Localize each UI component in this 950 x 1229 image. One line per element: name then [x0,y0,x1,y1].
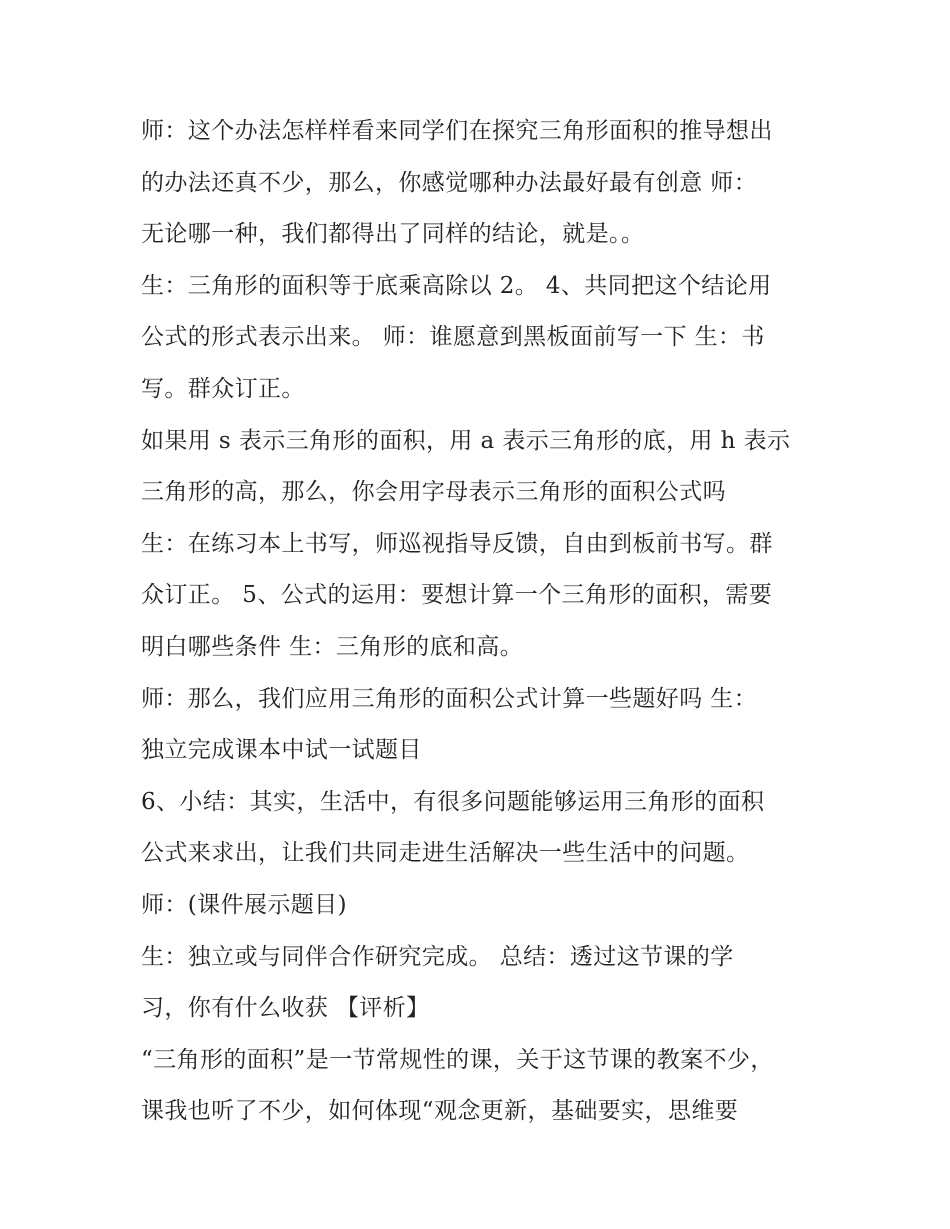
text-line-17: 生：独立或与同伴合作研究完成。 总结：透过这节课的学 [141,943,734,970]
text-line-4: 生：三角形的面积等于底乘高除以 2。 4、共同把这个结论用 [141,272,772,299]
text-line-3: 无论哪一种，我们都得出了同样的结论，就是。。 [141,221,645,248]
text-line-7: 如果用 s 表示三角形的面积，用 a 表示三角形的底，用 h 表示 [141,427,791,454]
text-line-1: 师：这个办法怎样样看来同学们在探究三角形面积的推导想出 [141,118,773,144]
text-line-6: 写。群众订正。 [141,375,305,402]
text-line-9: 生：在练习本上书写，师巡视指导反馈，自由到板前书写。群 [141,530,773,557]
text-line-8: 三角形的高，那么，你会用字母表示三角形的面积公式吗 [141,479,726,506]
text-line-18: 习，你有什么收获 【评析】 [141,995,430,1022]
text-line-5: 公式的形式表示出来。 师：谁愿意到黑板面前写一下 生：书 [141,324,765,351]
text-line-16: 师：(课件展示题目) [141,891,347,918]
text-line-20: 课我也听了不少，如何体现“观念更新，基础要实，思维要 [141,1098,739,1125]
text-line-19: “三角形的面积”是一节常规性的课，关于这节课的教案不少， [141,1046,774,1073]
text-line-15: 公式来求出，让我们共同走进生活解决一些生活中的问题。 [141,840,750,867]
text-line-14: 6、小结：其实，生活中，有很多问题能够运用三角形的面积 [141,788,765,815]
text-line-13: 独立完成课本中试一试题目 [141,737,422,764]
text-line-12: 师：那么，我们应用三角形的面积公式计算一些题好吗 生： [141,685,758,712]
text-line-10: 众订正。 5、公式的运用：要想计算一个三角形的面积，需要 [141,582,773,609]
document-text-body [141,106,821,1138]
text-line-2: 的办法还真不少，那么，你感觉哪种办法最好最有创意 师： [141,169,758,196]
text-line-11: 明白哪些条件 生：三角形的底和高。 [141,633,524,660]
